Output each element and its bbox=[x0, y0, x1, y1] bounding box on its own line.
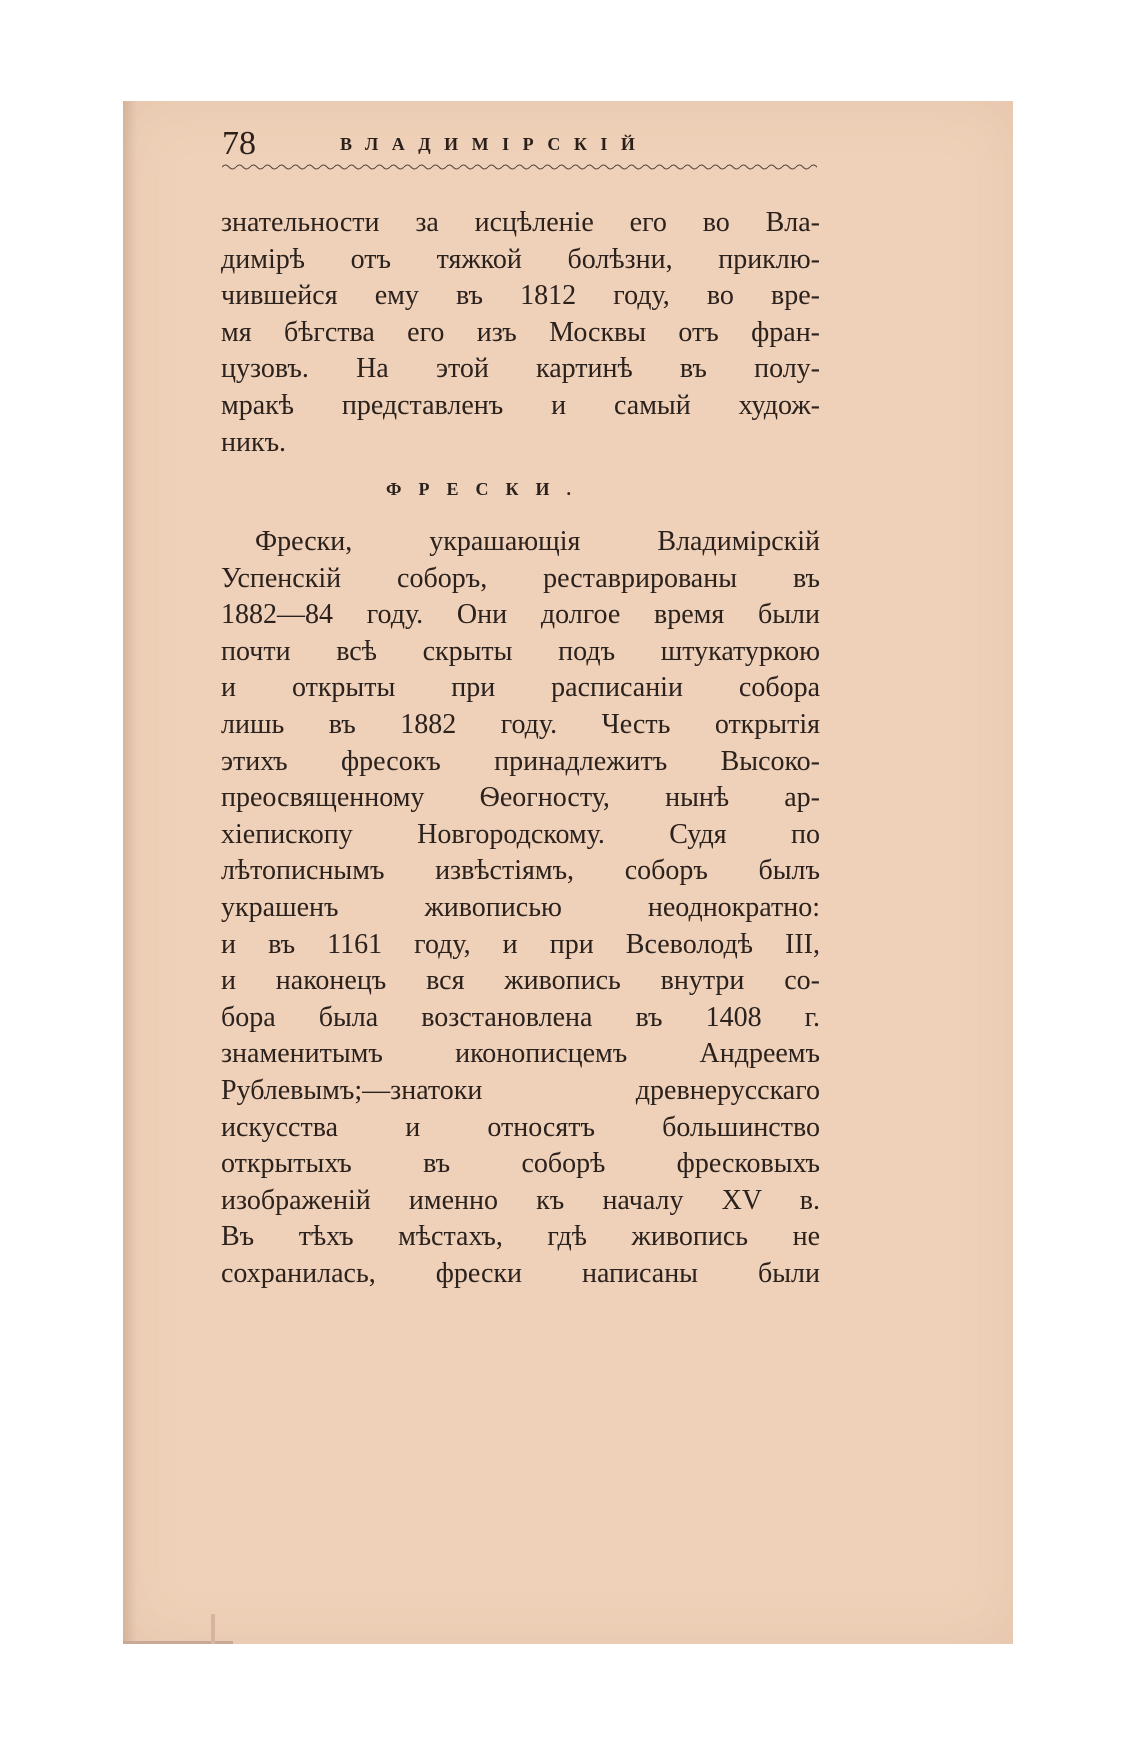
text-line: знательности за исцѣленіе его во Вла- bbox=[221, 207, 820, 238]
text-line: димірѣ отъ тяжкой болѣзни, приклю- bbox=[221, 243, 820, 275]
text-line: этихъ фресокъ принадлежитъ Высоко- bbox=[221, 745, 820, 777]
text-line: Въ тѣхъ мѣстахъ, гдѣ живопись не bbox=[221, 1221, 820, 1253]
text-line: и открыты при расписаніи собора bbox=[221, 672, 820, 704]
text-line: и въ 1161 году, и при Всеволодѣ III, bbox=[221, 928, 820, 960]
text-line: почти всѣ скрыты подъ штукатуркою bbox=[221, 635, 820, 667]
text-line: бора была возстановлена въ 1408 г. bbox=[221, 1001, 820, 1033]
text-line: украшенъ живописью неоднократно: bbox=[221, 891, 820, 923]
page-edge-stub bbox=[211, 1614, 215, 1644]
text-line: мракѣ представленъ и самый худож- bbox=[221, 389, 820, 421]
paragraph-continuation bbox=[221, 205, 820, 461]
text-line: сохранилась, фрески написаны были bbox=[221, 1257, 820, 1289]
text-line: знаменитымъ иконописцемъ Андреемъ bbox=[221, 1038, 820, 1070]
text-line: Фрески, украшающія Владимірскій bbox=[255, 526, 820, 557]
text-line: изображеній именно къ началу XV в. bbox=[221, 1184, 820, 1216]
ornamental-wavy-rule bbox=[222, 163, 817, 171]
text-line: искусства и относятъ большинство bbox=[221, 1111, 820, 1143]
paragraph-frescoes bbox=[221, 524, 820, 1292]
text-line: Рублевымъ;—знатоки древнерусскаго bbox=[221, 1074, 820, 1106]
text-line: лишь въ 1882 году. Честь открытія bbox=[221, 708, 820, 740]
text-line: чившейся ему въ 1812 году, во вре- bbox=[221, 280, 820, 312]
text-line: и наконецъ вся живопись внутри со- bbox=[221, 965, 820, 997]
running-title: ВЛАДИМІРСКІЙ bbox=[340, 134, 649, 154]
text-line: преосвященному Ѳеогносту, нынѣ ар- bbox=[221, 782, 820, 814]
text-line: лѣтописнымъ извѣстіямъ, соборъ былъ bbox=[221, 855, 820, 887]
spine-shadow bbox=[123, 101, 137, 1644]
text-line: мя бѣгства его изъ Москвы отъ фран- bbox=[221, 316, 820, 348]
text-line: хіепископу Новгородскому. Судя по bbox=[221, 818, 820, 850]
text-line: открытыхъ въ соборѣ фресковыхъ bbox=[221, 1148, 820, 1180]
page-number: 78 bbox=[222, 125, 256, 162]
text-line: цузовъ. На этой картинѣ въ полу- bbox=[221, 353, 820, 385]
section-heading: ФРЕСКИ. bbox=[386, 479, 589, 499]
text-line: Успенскій соборъ, реставрированы въ bbox=[221, 562, 820, 594]
text-line: 1882—84 году. Они долгое время были bbox=[221, 599, 820, 631]
text-line: никъ. bbox=[221, 426, 287, 458]
page-edge-mark bbox=[123, 1641, 233, 1644]
running-head bbox=[222, 124, 817, 164]
